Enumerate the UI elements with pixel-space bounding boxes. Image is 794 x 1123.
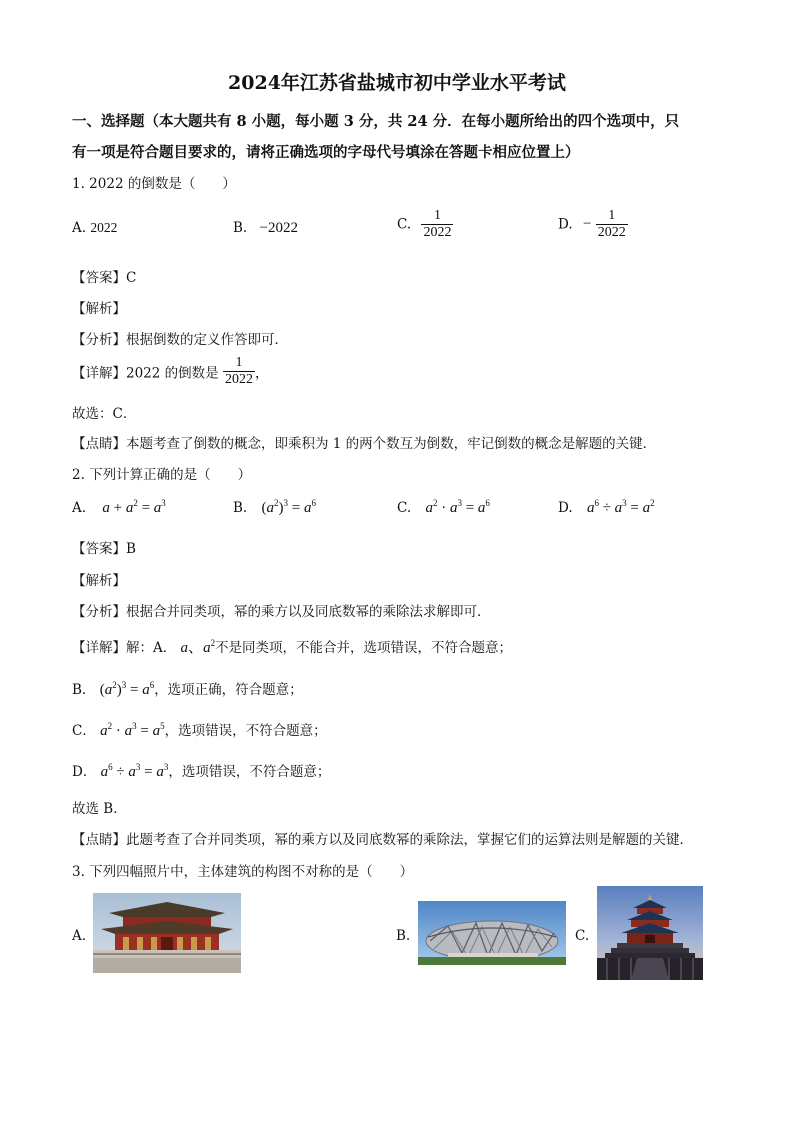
q2-option-b-label: B. xyxy=(233,500,248,516)
xiangjie-result: 不是同类项，不能合并，选项错误，不符合题意； xyxy=(215,640,513,656)
fraction-denominator: 2022 xyxy=(423,225,452,240)
q1-xiangjie xyxy=(72,355,268,388)
dianjing-text: 此题考查了合并同类项，幂的乘方以及同底数幂的乘除法，掌握它们的运算法则是解题的关键． xyxy=(126,832,693,848)
answer-tag: 【答案】 xyxy=(72,270,126,286)
line-c-label: C． xyxy=(72,723,96,739)
fenxi-tag: 【分析】 xyxy=(72,332,126,348)
q1-option-b-value: −2022 xyxy=(259,220,298,236)
q3-option-a-label: A. xyxy=(72,928,87,944)
fraction-numerator: 1 xyxy=(235,355,243,370)
q2-option-b xyxy=(233,500,316,517)
q2-choose: 故选 B． xyxy=(72,801,127,817)
q2-option-d-label: D. xyxy=(558,500,573,516)
minus-sign: − xyxy=(582,216,592,232)
q2-answer xyxy=(72,537,136,557)
q2-option-b-math: $(a^2)^3 = a^6$ xyxy=(261,498,316,516)
q2-option-d-math: $a^6 \div a^3 = a^2$ xyxy=(586,498,655,516)
q1-analysis-tag: 【解析】 xyxy=(72,301,126,317)
fenxi-text: 根据倒数的定义作答即可． xyxy=(126,332,288,348)
q1-option-a xyxy=(72,220,117,236)
fraction-numerator: 1 xyxy=(433,208,441,223)
q1-choose: 故选：C． xyxy=(72,406,137,422)
line-d-label: D． xyxy=(72,764,97,780)
line-b-math: $(a^2)^3 = a^6$ xyxy=(99,680,155,698)
q2-stem: 2. 下列计算正确的是（ ） xyxy=(72,467,252,483)
xiangjie-tag: 【详解】 xyxy=(72,640,126,656)
xiangjie-tag: 【详解】 xyxy=(72,365,126,382)
q3-option-c-label: C. xyxy=(575,928,590,944)
fenxi-text: 根据合并同类项，幂的乘方以及同底数幂的乘除法求解即可． xyxy=(126,604,491,620)
dianjing-tag: 【点睛】 xyxy=(72,832,126,848)
q1-option-d xyxy=(558,208,628,241)
fraction-denominator: 2022 xyxy=(224,372,253,387)
dianjing-text: 本题考查了倒数的概念，即乘积为 1 的两个数互为倒数，牢记倒数的概念是解题的关键． xyxy=(126,436,657,452)
q1-option-d-label: D. xyxy=(558,216,573,233)
answer-value: C xyxy=(126,270,137,286)
q2-line-b xyxy=(72,678,303,699)
fenxi-tag: 【分析】 xyxy=(72,604,126,620)
xiangjie-text: 解：A． xyxy=(126,640,177,656)
q2-line-c xyxy=(72,719,327,740)
answer-value: B xyxy=(126,541,136,557)
line-b-text: ，选项正确，符合题意； xyxy=(154,682,303,698)
q1-option-c-label: C. xyxy=(397,216,412,233)
xiangjie-punct: ， xyxy=(254,365,269,382)
q1-option-c-fraction xyxy=(421,208,453,241)
q2-option-c-math: $a^2 \cdot a^3 = a^6$ xyxy=(425,498,490,516)
q1-option-b-label: B. xyxy=(233,220,248,236)
q1-option-a-label: A. xyxy=(72,220,87,236)
xiangjie-math: a、$a^2$ xyxy=(180,638,216,656)
line-d-math: $a^6 \div a^3 = a^3$ xyxy=(100,762,169,780)
line-c-text: ，选项错误，不符合题意； xyxy=(164,723,327,739)
section-heading-line2: 有一项是符合题目要求的，请将正确选项的字母代号填涂在答题卡相应位置上） xyxy=(72,144,580,161)
q2-option-c xyxy=(397,500,490,517)
q2-line-d xyxy=(72,760,330,781)
q1-option-a-value: 2022 xyxy=(90,220,118,235)
forbidden-city-photo xyxy=(93,893,241,973)
q3-option-b-label: B. xyxy=(396,928,411,944)
q1-option-c xyxy=(397,208,453,241)
q3-stem: 3. 下列四幅照片中，主体建筑的构图不对称的是（ ） xyxy=(72,864,414,880)
q2-option-a xyxy=(72,500,166,517)
q2-option-c-label: C. xyxy=(397,500,412,516)
xiangjie-text: 2022 的倒数是 xyxy=(126,365,219,382)
line-d-text: ，选项错误，不符合题意； xyxy=(168,764,331,780)
line-c-math: $a^2 \cdot a^3 = a^5$ xyxy=(100,721,165,739)
answer-tag: 【答案】 xyxy=(72,541,126,557)
fraction-denominator: 2022 xyxy=(597,225,626,240)
q1-dianjing xyxy=(72,432,656,452)
dianjing-tag: 【点睛】 xyxy=(72,436,126,452)
section-heading-line1: 一、选择题（本大题共有 8 小题，每小题 3 分，共 24 分．在每小题所给出的四个选项中，只 xyxy=(72,113,680,130)
birds-nest-photo xyxy=(418,901,566,965)
q1-answer xyxy=(72,266,136,286)
q2-option-a-math: $a + a^2 = a^3$ xyxy=(102,498,166,516)
q2-xiangjie xyxy=(72,636,512,657)
q2-option-d xyxy=(558,500,655,517)
q1-xiangjie-fraction xyxy=(223,355,255,388)
q1-option-d-fraction xyxy=(596,208,628,241)
q1-option-b xyxy=(233,220,298,237)
fraction-numerator: 1 xyxy=(608,208,616,223)
q1-stem: 1. 2022 的倒数是（ ） xyxy=(72,176,236,192)
temple-of-heaven-photo xyxy=(597,886,703,980)
q1-fenxi xyxy=(72,328,288,348)
q2-dianjing xyxy=(72,828,693,848)
line-b-label: B． xyxy=(72,682,96,698)
q2-fenxi xyxy=(72,600,491,620)
q2-option-a-label: A. xyxy=(72,500,87,516)
page-title: 2024年江苏省盐城市初中学业水平考试 xyxy=(228,72,566,94)
q2-analysis-tag: 【解析】 xyxy=(72,573,126,589)
